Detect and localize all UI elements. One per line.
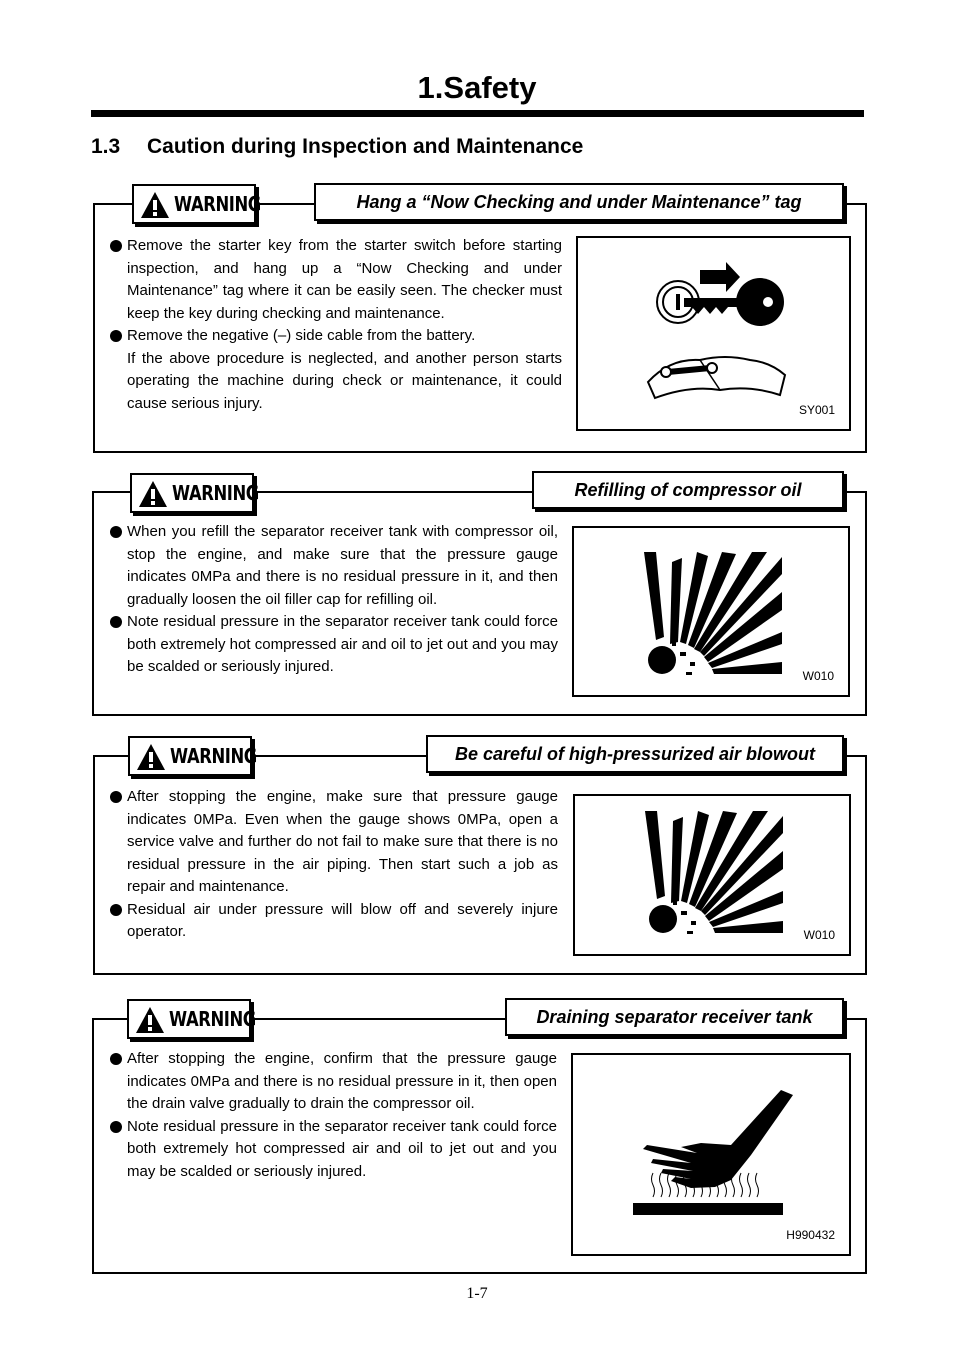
warning-text-2 bbox=[110, 521, 558, 679]
list-item: Note residual pressure in the separator receiver tank could force both extremely hot compressed air and oil to jet out and you may be scalded or seriously injured. bbox=[110, 1116, 557, 1184]
warning-tag-1: Hang a “Now Checking and under Maintenance” tag bbox=[314, 183, 844, 221]
warning-tag-4: Draining separator receiver tank bbox=[505, 998, 844, 1036]
image-code: SY001 bbox=[798, 403, 835, 417]
image-box-3 bbox=[573, 794, 851, 956]
list-item: Residual air under pressure will blow off and severely injure operator. bbox=[110, 899, 558, 944]
warning-text-1 bbox=[110, 235, 562, 415]
image-box-1 bbox=[576, 236, 851, 431]
key-and-manual-icon bbox=[640, 250, 790, 415]
page-number: 1-7 bbox=[466, 1285, 488, 1302]
hot-surface-hand-icon bbox=[631, 1085, 811, 1220]
warning-triangle-icon bbox=[136, 743, 166, 771]
warning-triangle-icon bbox=[140, 191, 170, 219]
warning-tag-2: Refilling of compressor oil bbox=[532, 471, 844, 509]
list-item: When you refill the separator receiver tank with compressor oil, stop the engine, and make sure that the pressure gauge indicates 0MPa and there is no residual pressure in it, and then gradually loosen the oil filler cap for refilling oil. bbox=[110, 521, 558, 611]
image-box-4 bbox=[571, 1053, 851, 1256]
image-code: W010 bbox=[803, 928, 835, 942]
section-title: Caution during Inspection and Maintenance bbox=[147, 135, 584, 158]
warning-label: WARNING bbox=[170, 744, 257, 768]
warning-label: WARNING bbox=[169, 1007, 256, 1031]
warning-text-4 bbox=[110, 1048, 557, 1183]
warning-label: WARNING bbox=[172, 481, 259, 505]
warning-badge-4 bbox=[127, 999, 256, 1039]
section-number: 1.3 bbox=[91, 135, 121, 158]
warning-badge-1 bbox=[132, 184, 261, 224]
list-item: Note residual pressure in the separator receiver tank could force both extremely hot compressed air and oil to jet out and you may be scalded or seriously injured. bbox=[110, 611, 558, 679]
warning-badge-2 bbox=[130, 473, 259, 513]
warning-label: WARNING bbox=[174, 192, 261, 216]
title-rule bbox=[91, 110, 864, 117]
continuation-text: If the above procedure is neglected, and another person starts operating the machine during check or maintenance, it could cause serious injury. bbox=[127, 349, 562, 412]
warning-triangle-icon bbox=[138, 480, 168, 508]
warning-text-3 bbox=[110, 786, 558, 944]
list-item: After stopping the engine, confirm that the pressure gauge indicates 0MPa and there is no residual pressure in it, then open the drain valve gradually to drain the compressor oil. bbox=[110, 1048, 557, 1116]
list-item: After stopping the engine, make sure that pressure gauge indicates 0MPa. Even when the gauge shows 0MPa, open a service valve and further do not fail to make sure that there is no residual pressure in the air piping. Then start such a job as repair and maintenance. bbox=[110, 786, 558, 899]
page-title: 1.Safety bbox=[417, 70, 537, 105]
section-heading bbox=[91, 135, 583, 159]
image-code: W010 bbox=[802, 669, 834, 683]
list-item: Remove the negative (–) side cable from the battery. bbox=[110, 325, 562, 348]
warning-triangle-icon bbox=[135, 1006, 165, 1034]
image-code: H990432 bbox=[786, 1228, 835, 1242]
list-item: Remove the starter key from the starter switch before starting inspection, and hang up a “Now Checking and under Maintenance” tag where it can be easily seen. The checker must keep the key during checking and maintenance. bbox=[110, 235, 562, 325]
warning-badge-3 bbox=[128, 736, 257, 776]
explosion-icon bbox=[642, 552, 792, 682]
image-box-2 bbox=[572, 526, 850, 697]
warning-tag-3: Be careful of high-pressurized air blowout bbox=[426, 735, 844, 773]
explosion-icon bbox=[643, 811, 793, 941]
